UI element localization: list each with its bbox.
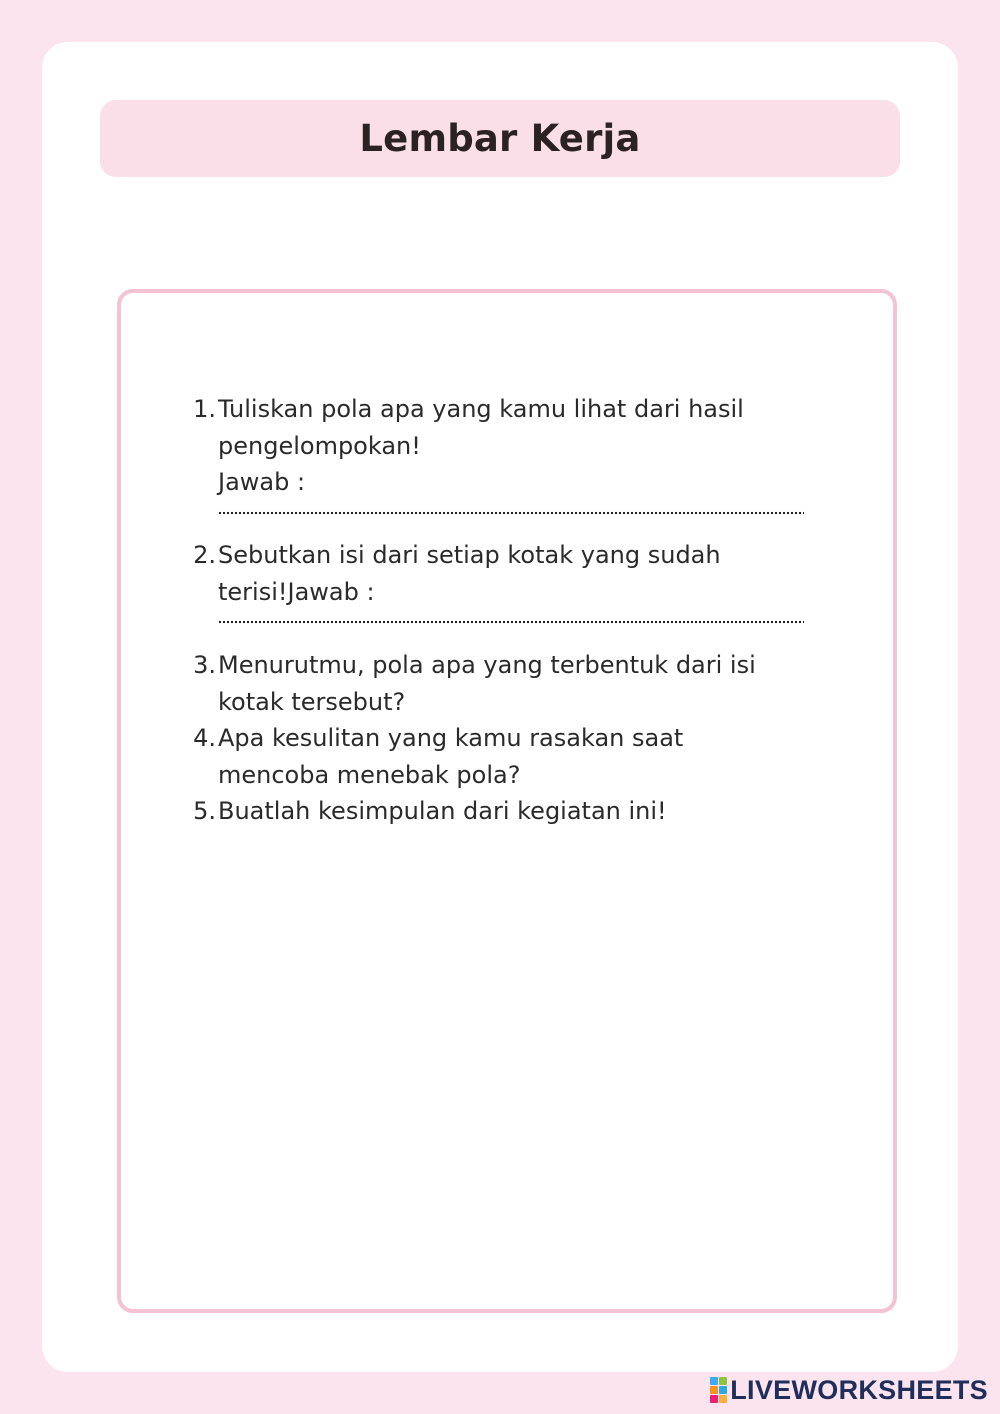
title-banner bbox=[100, 100, 900, 177]
question-4 bbox=[193, 720, 838, 793]
question-text: Tuliskan pola apa yang kamu lihat dari hasil bbox=[218, 395, 744, 423]
question-text: kotak tersebut? bbox=[218, 687, 406, 716]
question-number: 1. bbox=[193, 395, 216, 423]
answer-label: Jawab : bbox=[218, 468, 306, 496]
question-number: 4. bbox=[193, 724, 216, 752]
brand-name: LIVEWORKSHEETS bbox=[730, 1374, 988, 1405]
page-title: Lembar Kerja bbox=[359, 117, 641, 160]
question-text: Buatlah kesimpulan dari kegiatan ini! bbox=[218, 797, 667, 825]
question-3 bbox=[193, 647, 838, 720]
question-5 bbox=[193, 793, 838, 830]
question-text: Sebutkan isi dari setiap kotak yang sudah bbox=[218, 541, 721, 569]
liveworksheets-logo[interactable] bbox=[710, 1376, 988, 1404]
question-number: 2. bbox=[193, 541, 216, 569]
question-text: Apa kesulitan yang kamu rasakan saat bbox=[218, 724, 684, 752]
answer-dotted-line[interactable] bbox=[218, 511, 804, 515]
question-text: Menurutmu, pola apa yang terbentuk dari isi bbox=[218, 651, 756, 679]
answer-dotted-line[interactable] bbox=[218, 620, 804, 624]
question-text: pengelompokan! bbox=[218, 431, 421, 460]
question-text: terisi!Jawab : bbox=[218, 577, 375, 606]
questions-box bbox=[117, 289, 897, 1313]
question-number: 3. bbox=[193, 651, 216, 679]
question-text: mencoba menebak pola? bbox=[218, 760, 521, 789]
worksheet-card bbox=[42, 42, 958, 1372]
question-2 bbox=[193, 537, 838, 624]
liveworksheets-logo-icon bbox=[710, 1377, 727, 1403]
question-1 bbox=[193, 391, 838, 515]
question-number: 5. bbox=[193, 797, 216, 825]
